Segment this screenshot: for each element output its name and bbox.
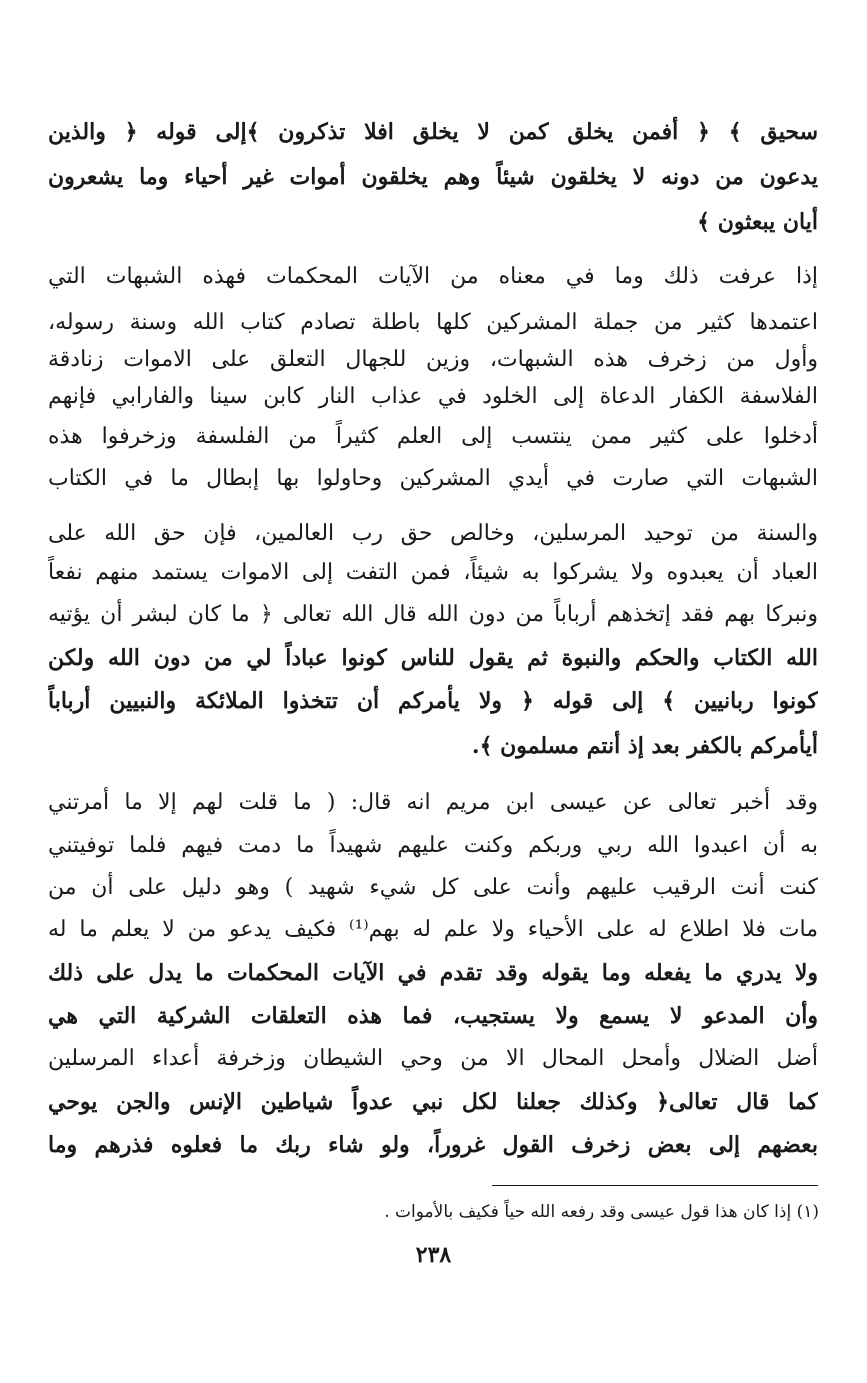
text-line: مات فلا اطلاع له على الأحياء ولا علم له بهم⁽¹⁾ فكيف يدعو من لا يعلم ما له	[48, 917, 818, 942]
footnote-divider	[492, 1185, 818, 1186]
text-line: الله الكتاب والحكم والنبوة ثم يقول للناس كونوا عباداً لي من دون الله ولكن	[48, 645, 818, 671]
text-line: أضل الضلال وأمحل المحال الا من وحي الشيطان وزخرفة أعداء المرسلين	[48, 1046, 818, 1071]
text-line: اعتمدها كثير من جملة المشركين كلها باطلة تصادم كتاب الله وسنة رسوله،	[48, 310, 818, 335]
text-line: وأن المدعو لا يسمع ولا يستجيب، فما هذه التعلقات الشركية التي هي	[48, 1003, 818, 1029]
text-line: وقد أخبر تعالى عن عيسى ابن مريم انه قال: ( ما قلت لهم إلا ما أمرتني	[48, 790, 818, 815]
text-line: إذا عرفت ذلك وما في معناه من الآيات المحكمات فهذه الشبهات التي	[48, 264, 818, 289]
text-line: أيأمركم بالكفر بعد إذ أنتم مسلمون ﴾.	[471, 733, 818, 759]
text-line: والسنة من توحيد المرسلين، وخالص حق رب العالمين، فإن حق الله على	[48, 521, 818, 546]
text-line: أدخلوا على كثير ممن ينتسب إلى العلم كثيراً من الفلسفة وزخرفوا هذه	[48, 424, 818, 449]
text-line: الفلاسفة الكفار الدعاة إلى الخلود في عذاب النار كابن سينا والفارابي فإنهم	[48, 384, 818, 409]
text-line: كنت أنت الرقيب عليهم وأنت على كل شيء شهيد ) وهو دليل على أن من	[48, 875, 818, 900]
page-number: ٢٣٨	[415, 1242, 452, 1268]
text-line: ونبركا بهم فقد إتخذهم أرباباً من دون الله قال الله تعالى ﴿ ما كان لبشر أن يؤتيه	[48, 602, 818, 627]
text-line: بعضهم إلى بعض زخرف القول غروراً، ولو شاء ربك ما فعلوه فذرهم وما	[48, 1132, 818, 1158]
text-line: ولا يدري ما يفعله وما يقوله وقد تقدم في الآيات المحكمات ما يدل على ذلك	[48, 960, 818, 986]
text-line: كما قال تعالى﴿ وكذلك جعلنا لكل نبي عدواً شياطين الإنس والجن يوحي	[48, 1089, 818, 1115]
footnote: (١) إذا كان هذا قول عيسى وقد رفعه الله حياً فكيف بالأموات .	[384, 1202, 819, 1222]
text-line: سحيق ﴾ ﴿ أفمن يخلق كمن لا يخلق افلا تذكرون ﴾إلى قوله ﴿ والذين	[48, 119, 818, 145]
text-line: وأول من زخرف هذه الشبهات، وزين للجهال التعلق على الاموات زنادقة	[48, 347, 818, 372]
text-line: الشبهات التي صارت في أيدي المشركين وحاولوا بها إبطال ما في الكتاب	[48, 466, 818, 491]
text-line: العباد أن يعبدوه ولا يشركوا به شيئاً، فمن التفت إلى الاموات يستمد منهم نفعاً	[48, 560, 818, 585]
text-line: كونوا ربانيين ﴾ إلى قوله ﴿ ولا يأمركم أن تتخذوا الملائكة والنبيين أرباباً	[48, 688, 818, 714]
text-line: يدعون من دونه لا يخلقون شيئاً وهم يخلقون أموات غير أحياء وما يشعرون	[48, 164, 818, 190]
text-line: أيان يبعثون ﴾	[697, 209, 818, 235]
text-line: به أن اعبدوا الله ربي وربكم وكنت عليهم شهيداً ما دمت فيهم فلما توفيتني	[48, 833, 818, 858]
